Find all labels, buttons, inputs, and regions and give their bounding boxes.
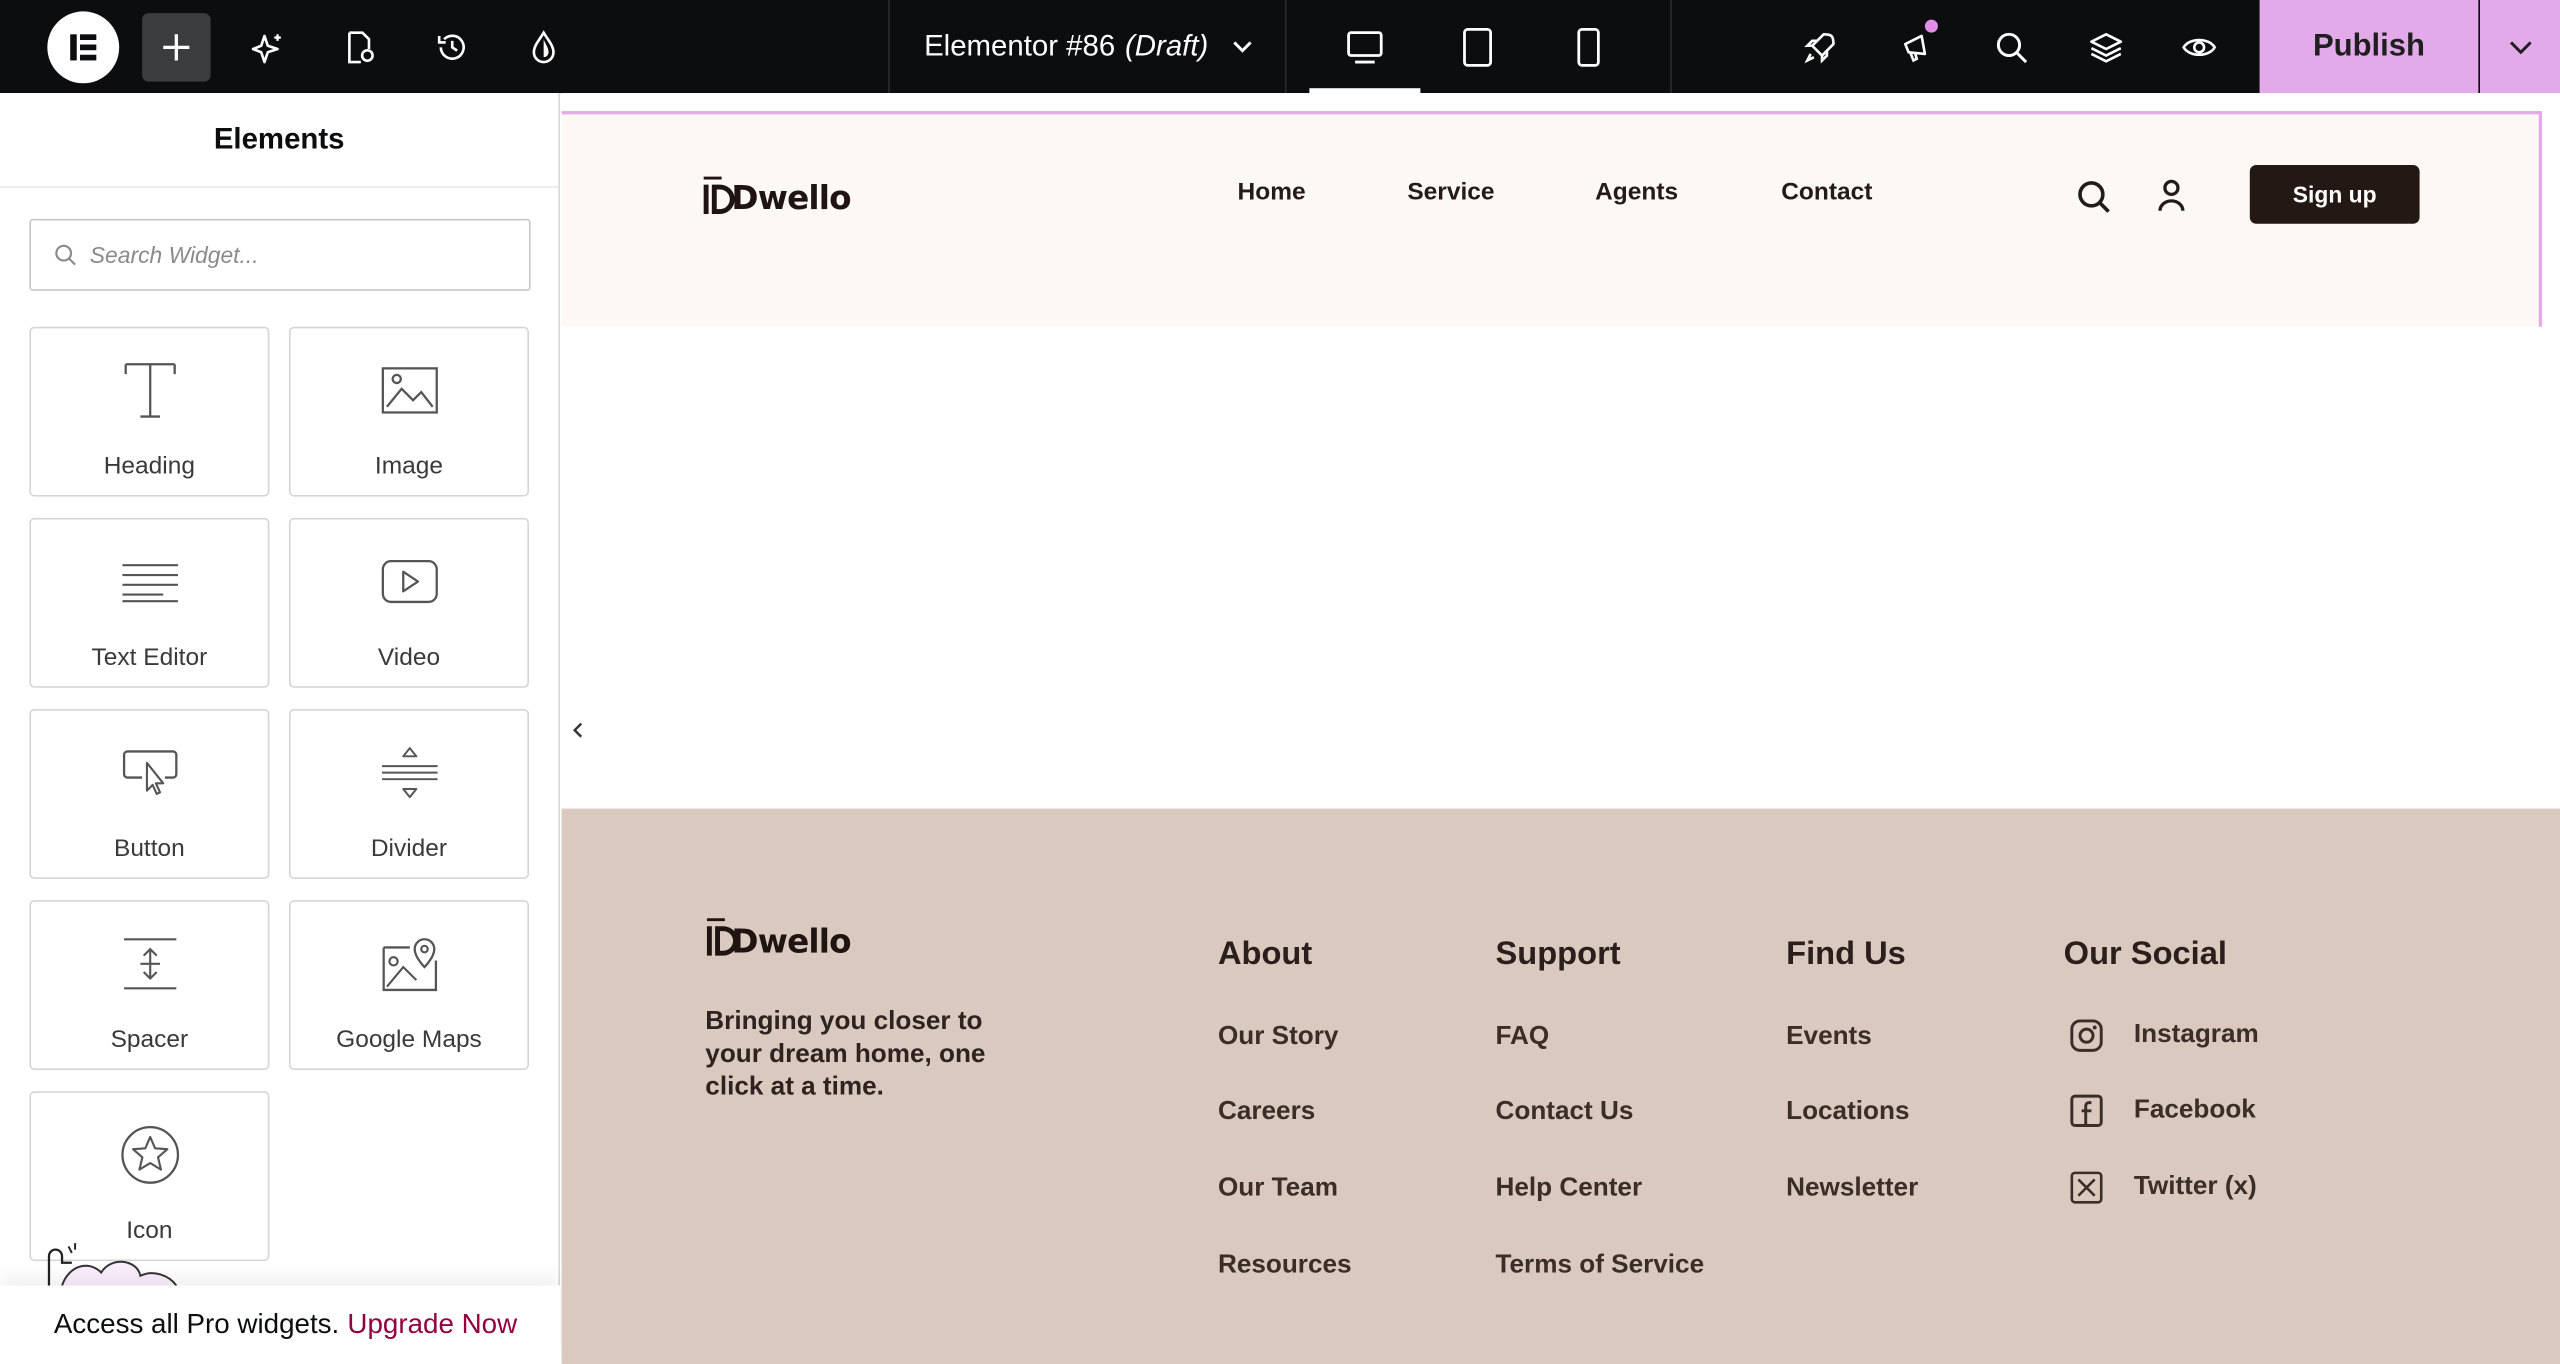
widget-label: Divider xyxy=(370,834,448,863)
site-settings-button[interactable] xyxy=(509,13,578,82)
footer-column-title: Support xyxy=(1495,936,1621,972)
publish-button[interactable]: Publish xyxy=(2260,0,2479,93)
footer-link[interactable]: Contact Us xyxy=(1495,1097,1634,1126)
video-icon xyxy=(380,549,439,614)
social-link-facebook[interactable] xyxy=(2069,1093,2256,1129)
chevron-down-icon xyxy=(2507,38,2533,54)
widget-text-editor[interactable] xyxy=(29,518,269,688)
preview-icon xyxy=(2181,29,2217,65)
page-settings-icon xyxy=(341,29,377,65)
user-account-icon[interactable] xyxy=(2157,178,2186,214)
upgrade-now-link[interactable]: Upgrade Now xyxy=(347,1308,518,1340)
widget-label: Button xyxy=(113,834,185,863)
widget-label: Spacer xyxy=(110,1025,189,1054)
footer-link[interactable]: Newsletter xyxy=(1786,1174,1919,1203)
social-link-label: Instagram xyxy=(2133,1020,2259,1049)
panel-title: Elements xyxy=(0,93,558,188)
footer-column-title: Our Social xyxy=(2063,936,2227,972)
ai-button[interactable] xyxy=(233,13,302,82)
social-link-twitter[interactable] xyxy=(2069,1170,2257,1206)
chevron-left-icon xyxy=(571,720,584,740)
announcements-icon xyxy=(1899,29,1935,65)
widget-divider[interactable] xyxy=(289,709,529,879)
page-settings-button[interactable] xyxy=(325,13,394,82)
collapse-panel-button[interactable] xyxy=(562,702,595,758)
topbar-divider xyxy=(1285,0,1287,93)
widget-label: Google Maps xyxy=(336,1025,482,1054)
notification-dot xyxy=(1925,20,1938,33)
site-header-section[interactable] xyxy=(562,111,2542,327)
editor-canvas xyxy=(562,93,2560,1364)
promo-text: Access all Pro widgets. xyxy=(53,1308,340,1340)
editor-topbar xyxy=(0,0,2560,93)
x-twitter-icon xyxy=(2069,1170,2105,1206)
history-icon xyxy=(434,29,470,65)
topbar-divider xyxy=(1670,0,1672,93)
ai-sparkle-icon xyxy=(250,29,286,65)
widget-video[interactable] xyxy=(289,518,529,688)
footer-column-title: Find Us xyxy=(1786,936,1906,972)
social-link-label: Twitter (x) xyxy=(2133,1172,2257,1201)
search-icon xyxy=(54,243,77,266)
social-link-label: Facebook xyxy=(2133,1096,2256,1124)
footer-link[interactable]: Locations xyxy=(1786,1097,1910,1126)
footer-link[interactable]: Careers xyxy=(1217,1097,1316,1126)
footer-link[interactable]: Help Center xyxy=(1495,1174,1643,1203)
pro-widgets-illustration xyxy=(39,1237,202,1293)
site-settings-icon xyxy=(526,29,562,65)
footer-link[interactable]: FAQ xyxy=(1495,1022,1550,1051)
add-element-icon xyxy=(158,29,194,65)
rocket-icon xyxy=(1802,29,1838,65)
publish-options-button[interactable] xyxy=(2480,0,2560,93)
facebook-icon xyxy=(2069,1093,2105,1129)
widget-label: Video xyxy=(377,643,441,672)
divider-icon xyxy=(380,740,439,805)
document-title: Elementor #86 xyxy=(924,29,1116,63)
widget-heading[interactable] xyxy=(29,327,269,497)
footer-link[interactable]: Our Story xyxy=(1217,1022,1339,1051)
tablet-view-button[interactable] xyxy=(1422,0,1533,93)
spacer-icon xyxy=(120,931,179,996)
document-status: (Draft) xyxy=(1125,29,1209,63)
image-icon xyxy=(380,358,439,423)
footer-link[interactable]: Events xyxy=(1786,1022,1872,1051)
tablet-icon xyxy=(1461,25,1494,67)
topbar-divider xyxy=(888,0,890,93)
widget-button[interactable] xyxy=(29,709,269,879)
search-icon xyxy=(1993,29,2029,65)
announcements-button[interactable] xyxy=(1882,13,1951,82)
footer-link[interactable]: Our Team xyxy=(1217,1174,1338,1203)
chevron-down-icon xyxy=(1231,38,1254,54)
structure-button[interactable] xyxy=(2072,13,2141,82)
mobile-icon xyxy=(1576,25,1602,67)
heading-icon xyxy=(120,358,179,423)
desktop-icon xyxy=(1345,29,1384,65)
footer-brand-name: Dwello xyxy=(731,921,851,961)
instagram-icon xyxy=(2069,1018,2105,1054)
widget-spacer[interactable] xyxy=(29,900,269,1070)
site-brand-name: Dwello xyxy=(731,178,851,218)
preview-button[interactable] xyxy=(2165,13,2234,82)
star-icon xyxy=(118,1122,180,1187)
site-search-icon[interactable] xyxy=(2077,180,2113,216)
add-element-button[interactable] xyxy=(142,13,211,82)
button-icon xyxy=(120,740,179,805)
widget-label: Icon xyxy=(126,1216,173,1245)
widget-search-input[interactable] xyxy=(90,242,498,268)
widget-label: Heading xyxy=(103,452,195,481)
widget-label: Image xyxy=(374,452,444,481)
history-button[interactable] xyxy=(418,13,487,82)
widget-google-maps[interactable] xyxy=(289,900,529,1070)
pro-upgrade-banner xyxy=(0,1286,560,1364)
social-link-instagram[interactable] xyxy=(2069,1018,2259,1054)
nav-link-agents[interactable]: Agents xyxy=(1595,178,1679,206)
site-footer-section[interactable] xyxy=(562,809,2560,1364)
widget-search-box[interactable] xyxy=(29,219,530,291)
footer-link[interactable]: Terms of Service xyxy=(1495,1251,1705,1280)
nav-link-service[interactable]: Service xyxy=(1407,178,1495,206)
footer-tagline: Bringing you closer to your dream home, one click at a time. xyxy=(705,1007,986,1101)
widget-image[interactable] xyxy=(289,327,529,497)
search-button[interactable] xyxy=(1977,13,2046,82)
rocket-button[interactable] xyxy=(1786,13,1855,82)
footer-link[interactable]: Resources xyxy=(1217,1251,1352,1280)
mobile-view-button[interactable] xyxy=(1533,0,1644,93)
google-maps-icon xyxy=(380,931,439,996)
widget-label: Text Editor xyxy=(91,643,208,672)
elementor-logo-icon[interactable] xyxy=(47,11,119,83)
text-editor-icon xyxy=(120,549,179,614)
sign-up-button[interactable]: Sign up xyxy=(2250,165,2420,224)
elements-panel xyxy=(0,93,560,1364)
document-title-dropdown[interactable] xyxy=(924,0,1254,93)
desktop-view-button[interactable] xyxy=(1309,0,1420,93)
structure-icon xyxy=(2088,29,2124,65)
footer-column-title: About xyxy=(1217,936,1313,972)
nav-link-contact[interactable]: Contact xyxy=(1781,178,1873,206)
nav-link-home[interactable]: Home xyxy=(1237,178,1306,206)
